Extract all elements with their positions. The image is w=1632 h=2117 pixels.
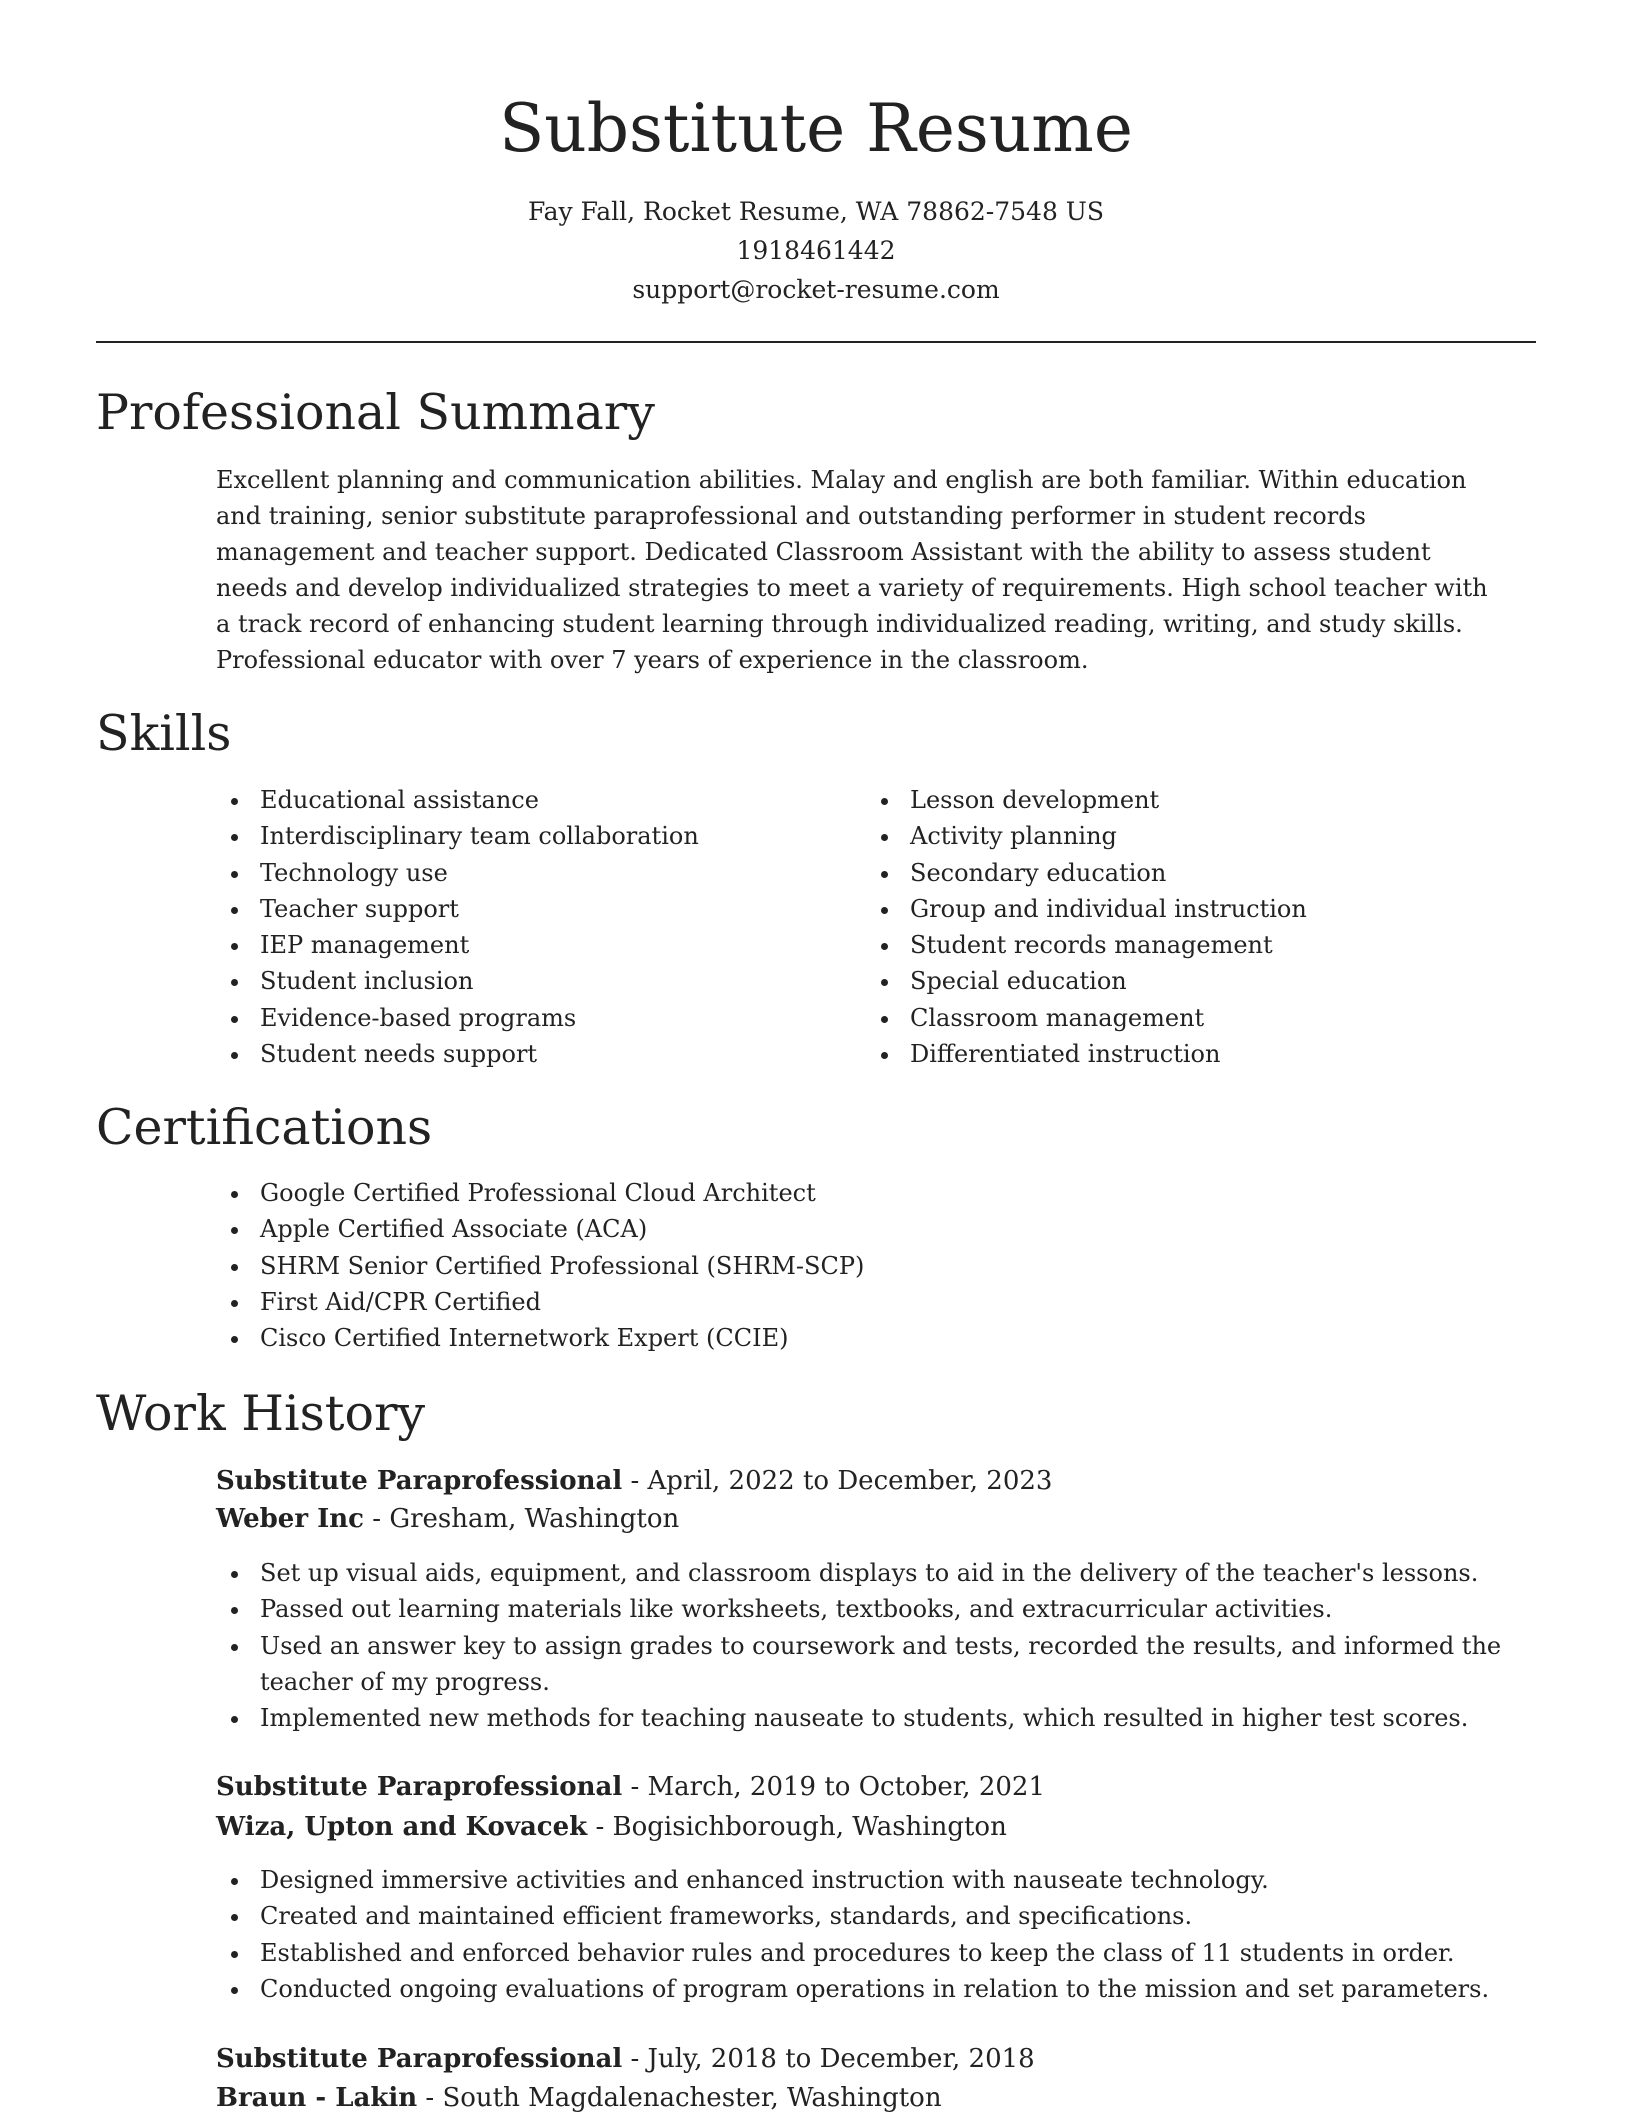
skill-item: Interdisciplinary team collaboration	[216, 818, 856, 854]
certification-item: SHRM Senior Certified Professional (SHRM-SCP)	[216, 1248, 1506, 1284]
skill-item: Secondary education	[866, 855, 1506, 891]
skill-item: Educational assistance	[216, 782, 856, 818]
section-title-work-history: Work History	[96, 1385, 426, 1442]
resume-header	[0, 0, 1632, 309]
job-dates: - March, 2019 to October, 2021	[622, 1772, 1045, 1802]
job-company-line	[216, 1500, 679, 1538]
certification-item: Google Certified Professional Cloud Architect	[216, 1175, 1506, 1211]
job-title-line	[216, 2040, 1035, 2078]
skill-item: Differentiated instruction	[866, 1036, 1506, 1072]
skill-item: Student records management	[866, 927, 1506, 963]
section-title-certifications: Certifications	[96, 1099, 433, 1156]
skill-item: IEP management	[216, 927, 856, 963]
job-bullet: Set up visual aids, equipment, and classroom displays to aid in the delivery of the teacher's lessons.	[216, 1555, 1506, 1591]
skills-list-right	[866, 782, 1506, 1072]
job-bullet: Used an answer key to assign grades to coursework and tests, recorded the results, and informed the teacher of my progress.	[216, 1628, 1506, 1701]
skills-list-left	[216, 782, 856, 1072]
section-title-summary: Professional Summary	[96, 384, 655, 441]
section-title-skills: Skills	[96, 705, 232, 762]
skill-item: Evidence-based programs	[216, 1000, 856, 1036]
header-divider	[96, 341, 1536, 343]
job-location: - South Magdalenachester, Washington	[417, 2083, 942, 2113]
skill-item: Special education	[866, 963, 1506, 999]
contact-email: support@rocket-resume.com	[632, 275, 1000, 304]
contact-info	[0, 192, 1632, 309]
job-dates: - July, 2018 to December, 2018	[622, 2044, 1035, 2074]
job-bullet: Implemented new methods for teaching nauseate to students, which resulted in higher test scores.	[216, 1700, 1506, 1736]
job-bullet: Created and maintained efficient frameworks, standards, and specifications.	[216, 1898, 1506, 1934]
job-role: Substitute Paraprofessional	[216, 2044, 623, 2074]
skill-item: Technology use	[216, 855, 856, 891]
job-company: Wiza, Upton and Kovacek	[216, 1812, 588, 1842]
certification-item: Apple Certified Associate (ACA)	[216, 1211, 1506, 1247]
job-company: Braun - Lakin	[216, 2083, 418, 2113]
job-bullet: Designed immersive activities and enhanced instruction with nauseate technology.	[216, 1862, 1506, 1898]
job-bullets	[216, 1862, 1506, 2007]
job-title-line	[216, 1462, 1052, 1500]
job-location: - Bogisichborough, Washington	[587, 1812, 1007, 1842]
contact-address: Fay Fall, Rocket Resume, WA 78862-7548 US	[527, 197, 1104, 226]
skill-item: Group and individual instruction	[866, 891, 1506, 927]
certifications-list	[216, 1175, 1506, 1356]
contact-phone: 1918461442	[736, 236, 896, 265]
job-company: Weber Inc	[216, 1504, 364, 1534]
job-title-line	[216, 1768, 1045, 1806]
job-bullet: Established and enforced behavior rules and procedures to keep the class of 11 students in order.	[216, 1935, 1506, 1971]
job-company-line	[216, 1808, 1007, 1846]
job-bullets	[216, 1555, 1506, 1736]
skill-item: Classroom management	[866, 1000, 1506, 1036]
job-location: - Gresham, Washington	[364, 1504, 680, 1534]
summary-text: Excellent planning and communication abilities. Malay and english are both familiar. Within education and training, senior substitute paraprofessional and outstanding performer in student records management and teacher support. Dedicated Classroom Assistant with the ability to assess student needs and develop individualized strategies to meet a variety of requirements. High school teacher with a track record of enhancing student learning through individualized reading, writing, and study skills. Professional educator with over 7 years of experience in the classroom.	[216, 466, 1488, 674]
job-bullet: Conducted ongoing evaluations of program operations in relation to the mission and set parameters.	[216, 1971, 1506, 2007]
certification-item: First Aid/CPR Certified	[216, 1284, 1506, 1320]
certification-item: Cisco Certified Internetwork Expert (CCIE)	[216, 1320, 1506, 1356]
skill-item: Student inclusion	[216, 963, 856, 999]
job-bullet: Passed out learning materials like worksheets, textbooks, and extracurricular activities.	[216, 1591, 1506, 1627]
skill-item: Activity planning	[866, 818, 1506, 854]
job-company-line	[216, 2079, 942, 2117]
job-dates: - April, 2022 to December, 2023	[622, 1466, 1053, 1496]
skill-item: Lesson development	[866, 782, 1506, 818]
resume-title: Substitute Resume	[499, 90, 1133, 167]
skill-item: Student needs support	[216, 1036, 856, 1072]
job-role: Substitute Paraprofessional	[216, 1772, 623, 1802]
skill-item: Teacher support	[216, 891, 856, 927]
job-role: Substitute Paraprofessional	[216, 1466, 623, 1496]
